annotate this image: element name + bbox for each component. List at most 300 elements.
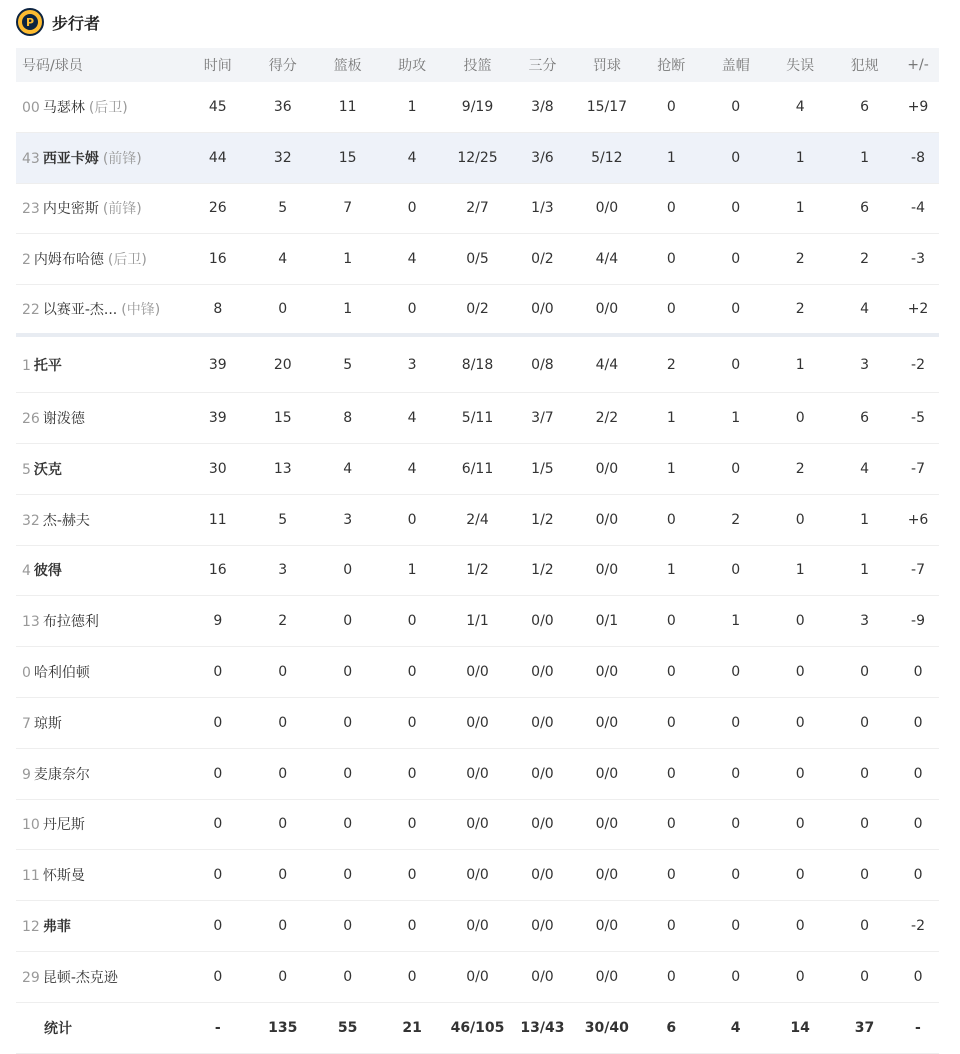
stat-cell: 0 (731, 664, 741, 681)
stat-cell: 5/11 (461, 410, 494, 427)
stat-cell: 1 (666, 460, 676, 477)
table-header-row (16, 48, 939, 82)
player-name[interactable]: 内史密斯 (42, 201, 99, 218)
stat-cell: 0 (795, 867, 805, 884)
player-cell[interactable] (16, 560, 186, 580)
stat-cell: 0/2 (531, 251, 554, 268)
player-cell[interactable] (16, 355, 186, 375)
stat-cell: 0/0 (466, 664, 489, 681)
stat-cell: 4 (407, 460, 417, 477)
stat-cell: 6/11 (461, 460, 494, 477)
player-row[interactable] (16, 952, 939, 1003)
stat-cell: 0 (343, 613, 353, 630)
stat-cell: 0/0 (531, 714, 554, 731)
stat-cell: 3/8 (531, 98, 554, 115)
player-number: 13 (22, 614, 40, 631)
stat-cell: 0 (407, 613, 417, 630)
header-three-pointers: 三分 (528, 58, 557, 74)
player-row[interactable] (16, 495, 939, 546)
stat-cell: 0 (407, 664, 417, 681)
stat-cell: 2/4 (466, 511, 489, 528)
stat-cell: 1 (343, 301, 353, 318)
stat-cell: 0 (213, 918, 223, 935)
header-blocks: 盖帽 (721, 58, 750, 74)
player-number: 1 (22, 357, 31, 374)
stat-cell: 26 (208, 200, 227, 217)
player-row[interactable] (16, 234, 939, 285)
stat-cell: 0 (860, 968, 870, 985)
stat-cell: -3 (911, 251, 925, 268)
stat-cell: 5 (278, 511, 288, 528)
stat-cell: 0 (913, 714, 923, 731)
stat-cell: 0/0 (595, 200, 619, 217)
stat-cell: 4 (860, 460, 870, 477)
stat-cell: 0 (213, 816, 223, 833)
stat-cell: 0/0 (595, 301, 619, 318)
stat-cell: 0 (860, 714, 870, 731)
stat-cell: 0 (343, 968, 353, 985)
player-cell[interactable] (16, 97, 186, 117)
player-number: 43 (22, 150, 40, 167)
stat-cell: 0 (731, 714, 741, 731)
player-cell[interactable] (16, 865, 186, 885)
stat-cell: 0 (731, 98, 741, 115)
stat-cell: 1 (860, 562, 870, 579)
stat-cell: 4 (730, 1019, 741, 1036)
stat-cell: 4 (795, 98, 805, 115)
stat-cell: 0 (731, 968, 741, 985)
stat-cell: 1 (795, 356, 805, 373)
stat-cell: 0 (278, 714, 288, 731)
header-player: 号码/球员 (22, 58, 83, 74)
stat-cell: 0/0 (531, 765, 554, 782)
stat-cell: 0 (407, 511, 417, 528)
stat-cell: 46/105 (450, 1019, 505, 1036)
stat-cell: -4 (911, 200, 925, 217)
stat-cell: 39 (208, 410, 227, 427)
stat-cell: 0 (731, 200, 741, 217)
stat-cell: 2 (666, 356, 676, 373)
stat-cell: 0/0 (595, 714, 619, 731)
player-row[interactable] (16, 749, 939, 800)
player-cell[interactable] (16, 764, 186, 784)
stat-cell: 0 (343, 867, 353, 884)
player-row[interactable] (16, 285, 939, 337)
stat-cell: 1/1 (466, 613, 489, 630)
player-name[interactable]: 弗菲 (42, 919, 71, 936)
stat-cell: 0 (666, 613, 676, 630)
stat-cell: 0 (913, 968, 923, 985)
stat-cell: 0/0 (466, 765, 489, 782)
player-name[interactable]: 哈利伯顿 (33, 665, 90, 682)
stat-cell: 8 (343, 410, 353, 427)
player-rows (16, 82, 939, 1003)
stat-cell: 0 (213, 968, 223, 985)
stat-cell: +2 (907, 301, 929, 318)
player-name[interactable]: 琼斯 (33, 715, 62, 732)
stat-cell: 1 (666, 410, 676, 427)
player-name[interactable]: 怀斯曼 (42, 868, 85, 885)
player-name[interactable]: 丹尼斯 (42, 817, 85, 834)
player-name[interactable]: 杰-赫夫 (42, 512, 90, 529)
stat-cell: 0 (343, 714, 353, 731)
stat-cell: 0/0 (595, 816, 619, 833)
stat-cell: 4 (343, 460, 353, 477)
player-number: 7 (22, 715, 31, 732)
stat-cell: 0 (278, 816, 288, 833)
stat-cell: +6 (907, 511, 929, 528)
stat-cell: 0 (731, 918, 741, 935)
player-row[interactable] (16, 546, 939, 597)
header-assists: 助攻 (398, 58, 427, 74)
player-number: 10 (22, 817, 40, 834)
player-number: 2 (22, 252, 31, 269)
player-row[interactable] (16, 596, 939, 647)
stat-cell: 0 (213, 714, 223, 731)
stat-cell: 37 (854, 1019, 875, 1036)
stat-cell: 0 (860, 765, 870, 782)
stat-cell: 0 (343, 562, 353, 579)
stat-cell: 0 (343, 918, 353, 935)
stat-cell: 1/2 (466, 562, 489, 579)
stat-cell: 3 (407, 356, 417, 373)
stat-cell: 7 (343, 200, 353, 217)
stat-cell: +9 (907, 98, 929, 115)
stat-cell: -5 (911, 410, 925, 427)
stat-cell: 0/0 (595, 511, 619, 528)
player-cell[interactable] (16, 967, 186, 987)
stat-cell: 0 (666, 200, 676, 217)
player-row[interactable] (16, 133, 939, 184)
stat-cell: 0 (795, 410, 805, 427)
header-turnovers: 失误 (786, 58, 815, 74)
stat-cell: 1 (795, 200, 805, 217)
player-row[interactable] (16, 698, 939, 749)
stat-cell: 0 (213, 664, 223, 681)
stat-cell: 0 (913, 765, 923, 782)
stat-cell: 39 (208, 356, 227, 373)
stat-cell: 0 (795, 664, 805, 681)
player-name[interactable]: 以赛亚-杰... (42, 302, 118, 319)
stat-cell: 1 (731, 613, 741, 630)
stat-cell: 5/12 (591, 149, 623, 166)
player-number: 23 (22, 201, 40, 218)
player-row[interactable] (16, 800, 939, 851)
stat-cell: 3 (343, 511, 353, 528)
stat-cell: 0/0 (466, 816, 489, 833)
stat-cell: 0 (407, 200, 417, 217)
player-cell[interactable] (16, 611, 186, 631)
stat-cell: 0 (278, 301, 288, 318)
stat-cell: 2 (278, 613, 288, 630)
stat-cell: 0 (278, 765, 288, 782)
stat-cell: 2/2 (595, 410, 619, 427)
stat-cell: -8 (911, 149, 925, 166)
stat-cell: 0/2 (466, 301, 489, 318)
player-position: (后卫) (107, 252, 147, 269)
stat-cell: 0 (731, 149, 741, 166)
stat-cell: 6 (666, 1019, 677, 1036)
stat-cell: 0 (666, 301, 676, 318)
player-position: (前锋) (102, 150, 142, 167)
stat-cell: 0 (860, 918, 870, 935)
player-number: 22 (22, 302, 40, 319)
stat-cell: 14 (790, 1019, 810, 1036)
stat-cell: 0 (731, 765, 741, 782)
stat-cell: 45 (208, 98, 227, 115)
stat-cell: -7 (911, 460, 925, 477)
player-cell[interactable] (16, 510, 186, 530)
stat-cell: 0 (407, 867, 417, 884)
player-row[interactable] (16, 184, 939, 235)
stat-cell: 0/0 (595, 765, 619, 782)
stat-cell: 0/0 (531, 918, 554, 935)
stat-cell: 0/0 (595, 460, 619, 477)
stat-cell: 135 (268, 1019, 298, 1036)
stat-cell: 0/0 (531, 301, 554, 318)
stat-cell: 6 (860, 410, 870, 427)
stat-cell: 5 (278, 200, 288, 217)
stat-cell: 0/0 (595, 664, 619, 681)
team-name: 步行者 (52, 13, 101, 33)
stat-cell: 1 (407, 562, 417, 579)
player-name[interactable]: 内姆布哈德 (33, 252, 104, 269)
player-cell[interactable] (16, 148, 186, 168)
player-number: 5 (22, 461, 31, 478)
stat-cell: 4 (407, 251, 417, 268)
stat-cell: 3 (860, 613, 870, 630)
stat-cell: 4 (860, 301, 870, 318)
stat-cell: 1 (795, 149, 805, 166)
player-number: 0 (22, 665, 31, 682)
stat-cell: 0 (666, 251, 676, 268)
stat-cell: 0/0 (595, 918, 619, 935)
header-free-throws: 罚球 (592, 58, 621, 74)
stat-cell: 0 (343, 765, 353, 782)
totals-row (16, 1003, 939, 1054)
header-field-goals: 投篮 (463, 58, 492, 74)
stat-cell: - (915, 1019, 921, 1036)
stat-cell: 0 (731, 460, 741, 477)
header-plus-minus: +/- (907, 57, 929, 73)
player-row[interactable] (16, 393, 939, 444)
stat-cell: 1/2 (531, 562, 554, 579)
stat-cell: 0 (343, 664, 353, 681)
stat-cell: 30/40 (584, 1019, 629, 1036)
stat-cell: -7 (911, 562, 925, 579)
player-position: (前锋) (102, 201, 142, 218)
stat-cell: 36 (273, 98, 292, 115)
stat-cell: 12/25 (457, 149, 498, 166)
player-name[interactable]: 沃克 (33, 461, 62, 478)
stat-cell: 6 (860, 200, 870, 217)
stat-cell: 0/5 (466, 251, 489, 268)
player-name[interactable]: 昆顿-杰克逊 (42, 969, 118, 986)
stat-cell: 0 (666, 867, 676, 884)
player-cell[interactable] (16, 713, 186, 733)
stat-cell: 44 (208, 149, 227, 166)
stat-cell: 0/0 (531, 664, 554, 681)
player-cell[interactable] (16, 198, 186, 218)
stat-cell: 30 (208, 460, 227, 477)
stat-cell: 0 (860, 867, 870, 884)
player-number: 4 (22, 563, 31, 580)
stat-cell: 0 (913, 664, 923, 681)
stat-cell: 0 (407, 765, 417, 782)
stat-cell: 2 (860, 251, 870, 268)
player-cell[interactable] (16, 916, 186, 936)
stat-cell: 0 (795, 816, 805, 833)
stat-cell: 0 (278, 664, 288, 681)
stat-cell: -2 (911, 356, 925, 373)
player-number: 9 (22, 766, 31, 783)
stat-cell: 0 (666, 664, 676, 681)
player-name[interactable]: 谢泼德 (42, 411, 85, 428)
stat-cell: 0/0 (466, 867, 489, 884)
stat-cell: 0/0 (466, 968, 489, 985)
player-name[interactable]: 彼得 (33, 563, 62, 580)
stat-cell: 4 (278, 251, 288, 268)
player-row[interactable] (16, 901, 939, 952)
stat-cell: 0/0 (595, 867, 619, 884)
stat-cell: 0/0 (531, 613, 554, 630)
player-number: 29 (22, 969, 40, 986)
team-logo-letter: P (22, 14, 38, 30)
stat-cell: 0 (795, 765, 805, 782)
stat-cell: 11 (338, 98, 357, 115)
stat-cell: 1 (860, 511, 870, 528)
stat-cell: 0 (213, 867, 223, 884)
player-cell[interactable] (16, 459, 186, 479)
player-name[interactable]: 布拉德利 (42, 614, 99, 631)
player-row[interactable] (16, 82, 939, 133)
team-logo (16, 8, 44, 36)
player-row[interactable] (16, 444, 939, 495)
stat-cell: 0 (731, 867, 741, 884)
player-name[interactable]: 麦康奈尔 (33, 766, 90, 783)
stat-cell: 0 (278, 867, 288, 884)
player-row[interactable] (16, 647, 939, 698)
player-cell[interactable] (16, 814, 186, 834)
stat-cell: 0 (666, 968, 676, 985)
stat-cell: 0 (666, 714, 676, 731)
player-cell[interactable] (16, 299, 186, 319)
stat-cell: 0 (731, 356, 741, 373)
player-row[interactable] (16, 850, 939, 901)
header-minutes: 时间 (203, 58, 232, 74)
player-name[interactable]: 马瑟林 (42, 99, 85, 116)
player-number: 11 (22, 868, 40, 885)
stat-cell: 13 (273, 460, 292, 477)
header-rebounds: 篮板 (333, 58, 362, 74)
stat-cell: 15/17 (586, 98, 628, 115)
stat-cell: 0 (278, 968, 288, 985)
stat-cell: 0 (795, 511, 805, 528)
stat-cell: 0/1 (595, 613, 619, 630)
stat-cell: 0/0 (531, 867, 554, 884)
stat-cell: 8 (213, 301, 223, 318)
player-position: (后卫) (88, 99, 128, 116)
stat-cell: 0 (731, 301, 741, 318)
stat-cell: 1 (666, 562, 676, 579)
stat-cell: 0 (913, 816, 923, 833)
stat-cell: 0 (666, 816, 676, 833)
stat-cell: 0 (407, 301, 417, 318)
stat-cell: 0 (407, 968, 417, 985)
stat-cell: 0 (795, 968, 805, 985)
stat-cell: 4/4 (595, 356, 619, 373)
stat-cell: 21 (402, 1019, 422, 1036)
stat-cell: 0 (407, 918, 417, 935)
player-number: 00 (22, 99, 40, 116)
player-name[interactable]: 西亚卡姆 (42, 150, 99, 167)
stat-cell: -9 (911, 613, 925, 630)
player-number: 32 (22, 512, 40, 529)
box-score-table (16, 48, 939, 1054)
stat-cell: 1 (860, 149, 870, 166)
player-number: 12 (22, 919, 40, 936)
stat-cell: 0 (666, 765, 676, 782)
player-cell[interactable] (16, 249, 186, 269)
stat-cell: 0/8 (531, 356, 554, 373)
stat-cell: 4/4 (595, 251, 619, 268)
stat-cell: 2/7 (466, 200, 489, 217)
stat-cell: 3/7 (531, 410, 554, 427)
stat-cell: 0/0 (466, 918, 489, 935)
stat-cell: 0 (666, 511, 676, 528)
stat-cell: 1 (407, 98, 417, 115)
stat-cell: 0 (731, 562, 741, 579)
stat-cell: 4 (407, 149, 417, 166)
stat-cell: 5 (343, 356, 353, 373)
stat-cell: 0 (860, 816, 870, 833)
stat-cell: 4 (407, 410, 417, 427)
stat-cell: 0 (407, 714, 417, 731)
stat-cell: 0 (666, 98, 676, 115)
stat-cell: 16 (208, 251, 227, 268)
stat-cell: 0 (278, 918, 288, 935)
player-row[interactable] (16, 337, 939, 393)
team-header (16, 6, 100, 38)
stat-cell: 6 (860, 98, 870, 115)
stat-cell: 0/0 (531, 816, 554, 833)
stat-cell: 1/5 (531, 460, 554, 477)
stat-cell: 32 (273, 149, 292, 166)
stat-cell: 0 (731, 251, 741, 268)
stat-cell: 15 (338, 149, 357, 166)
stat-cell: 0 (343, 816, 353, 833)
player-number: 26 (22, 411, 40, 428)
stat-cell: 3 (860, 356, 870, 373)
stat-cell: 1 (343, 251, 353, 268)
stat-cell: 0 (860, 664, 870, 681)
stat-cell: 13/43 (520, 1019, 565, 1036)
stat-cell: 2 (795, 460, 805, 477)
stat-cell: 1 (731, 410, 741, 427)
player-cell[interactable] (16, 408, 186, 428)
stat-cell: 11 (208, 511, 227, 528)
stat-cell: 0 (795, 613, 805, 630)
player-cell[interactable] (16, 662, 186, 682)
stat-cell: 3/6 (531, 149, 554, 166)
stat-cell: 0 (913, 867, 923, 884)
stat-cell: 1/2 (531, 511, 554, 528)
stat-cell: 0 (666, 918, 676, 935)
stat-cell: -2 (911, 918, 925, 935)
header-points: 得分 (268, 58, 297, 74)
player-name[interactable]: 托平 (33, 357, 62, 374)
stat-cell: 9 (213, 613, 223, 630)
